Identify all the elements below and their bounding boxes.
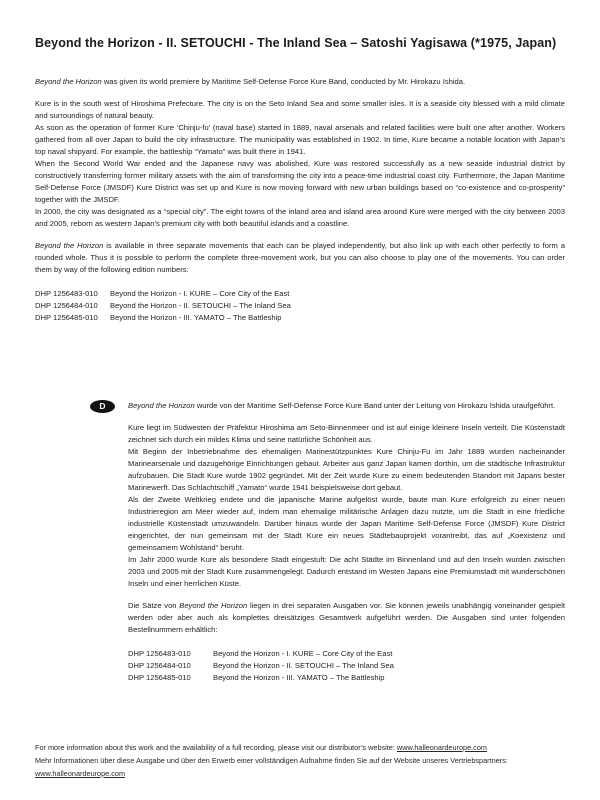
english-editions-list	[35, 288, 565, 324]
footer-line-de	[35, 754, 565, 780]
paragraph: Kure is in the south west of Hiroshima Prefecture. The city is on the Seto Inland Sea and some smaller isles. It is a seaside city blessed with a mild climate and surroundings of natural beauty.	[35, 99, 565, 120]
german-editions-list	[128, 648, 565, 684]
edition-title: Beyond the Horizon - II. SETOUCHI – The Inland Sea	[110, 301, 291, 310]
german-language-badge: D	[90, 400, 115, 413]
edition-row	[128, 660, 565, 672]
edition-number: DHP 1256485-010	[128, 673, 191, 682]
edition-number: DHP 1256484-010	[128, 661, 191, 670]
edition-title: Beyond the Horizon - I. KURE – Core City of the East	[213, 649, 393, 658]
paragraph: Mit Beginn der Inbetriebnahme des ehemaligen Marinestützpunktes Kure Chinju-Fu im Jahr 1889 wurden nacheinander Marinearsenale und dazugehörige Einrichtungen gebaut. Arbeiter aus ganz Japan kamen dorthin, um die städtische Infrastruktur aufzubauen. Die Stadt Kure wurde 1902 gegründet. Mit der Zeit wurde Kure zu einem bedeutenden Standort mit Japans bester Marinewerft. Das Schlachtschiff „Yamato“ wurde 1941 beispielsweise dort gebaut.	[128, 447, 565, 492]
footer	[35, 741, 565, 780]
edition-number: DHP 1256483-010	[35, 289, 98, 298]
premiere-text: was given its world premiere by Maritime Self-Defense Force Kure Band, conducted by Mr. Hirokazu Ishida.	[101, 77, 466, 86]
edition-row	[35, 288, 565, 300]
german-section	[90, 400, 565, 684]
edition-title: Beyond the Horizon - II. SETOUCHI – The Inland Sea	[213, 661, 394, 670]
work-title-italic: Beyond the Horizon	[35, 241, 104, 250]
page-title: Beyond the Horizon - II. SETOUCHI - The Inland Sea – Satoshi Yagisawa (*1975, Japan)	[35, 36, 557, 50]
paragraph: Kure liegt im Südwesten der Präfektur Hiroshima am Seto-Binnenmeer und ist auf einige kleinere Inseln verteilt. Die Küstenstadt zeichnet sich durch ein mildes Klima und seine natürliche Schönheit aus.	[128, 423, 565, 444]
premiere-text: wurde von der Maritime Self-Defense Force Kure Band unter der Leitung von Hirokazu Ishida uraufgeführt.	[194, 401, 556, 410]
edition-row	[35, 312, 565, 324]
paragraph: As soon as the operation of former Kure ‘Chinju-fu’ (naval base) started in 1889, naval arsenals and related facilities were built one after another. Workers gathered from all over Japan to build the city infrastructure. The municipality was established in 1902. In time, Kure became a notable location with Japan’s top naval shipyard. For example, the battleship “Yamato” was built there in 1941.	[35, 123, 565, 156]
german-premiere-line	[128, 400, 565, 412]
edition-row	[35, 300, 565, 312]
edition-title: Beyond the Horizon - III. YAMATO – The Battleship	[110, 313, 282, 322]
distributor-link-de[interactable]: www.halleonardeurope.com	[35, 769, 126, 778]
english-section	[35, 76, 565, 324]
edition-title: Beyond the Horizon - I. KURE – Core City of the East	[110, 289, 290, 298]
edition-number: DHP 1256483-010	[128, 649, 191, 658]
intro-post: liegen in drei separaten Ausgaben vor. Sie können jeweils unabhängig voneinander gespielt werden oder aber auch als komplettes dreisätziges Gesamtwerk aufgeführt werden. Die Ausgaben sind unter folgenden Bestellnummern erhältlich:	[128, 601, 565, 634]
footer-line-en	[35, 741, 565, 754]
work-title-italic: Beyond the Horizon	[35, 77, 102, 86]
work-title-italic: Beyond the Horizon	[128, 401, 195, 410]
paragraph: When the Second World War ended and the Japanese navy was abolished, Kure was restored successfully as a new seaside industrial district by constructively transferring former military assets with the aim of transforming the city into a peace-time industrial coast city. Furthermore, the Japan Maritime Self-Defense Force (JMSDF) Kure District was set up and Kure is now moving forward with new urban buildings based on “co-existence and co-prosperity” together with the JMSDF.	[35, 159, 565, 204]
english-premiere-line	[35, 76, 565, 88]
intro-post: is available in three separate movements that each can be played independently, but also link up with each other perfectly to form a rounded whole. Thus it is possible to perform the complete three-movement work, but you can also choose to play one of the movements. You can order them by way of the following edition numbers:	[35, 241, 566, 274]
footer-text-de: Mehr Informationen über diese Ausgabe und über den Erwerb einer vollständigen Aufnahme finden Sie auf der Website unseres Vertriebspartners:	[35, 756, 508, 765]
edition-row	[128, 672, 565, 684]
edition-row	[128, 648, 565, 660]
paragraph: Im Jahr 2000 wurde Kure als besondere Stadt eingestuft: Die acht Städte im Binnenland und auf den Inseln wurden zwischen 2003 und 2005 mit der Stadt Kure zusammengelegt. Dadurch entstand im Westen Japans eine Premiumstadt mit wunderschönen Inseln und einer herrlichen Küste.	[128, 555, 565, 588]
edition-number: DHP 1256484-010	[35, 301, 98, 310]
footer-text-en: For more information about this work and the availability of a full recording, please visit our distributor’s website:	[35, 743, 397, 752]
edition-number: DHP 1256485-010	[35, 313, 98, 322]
german-content	[128, 400, 565, 684]
paragraph: In 2000, the city was designated as a “special city”. The eight towns of the inland area and island area around Kure were merged with the city between 2003 and 2005, reborn as western Japan’s premium city with both beautiful islands and a coastline.	[35, 207, 565, 228]
intro-pre: Die Sätze von	[128, 601, 180, 610]
distributor-link-en[interactable]: www.halleonardeurope.com	[396, 743, 487, 752]
edition-title: Beyond the Horizon - III. YAMATO – The Battleship	[213, 673, 385, 682]
english-editions-intro	[35, 240, 565, 276]
work-title-italic: Beyond the Horizon	[179, 601, 248, 610]
english-paragraphs	[35, 98, 565, 230]
german-paragraphs	[128, 422, 565, 590]
paragraph: Als der Zweite Weltkrieg endete und die japanische Marine aufgelöst wurde, baute man Kure erfolgreich zu einer neuen Industrieregion am Meer wieder auf, indem man ehemalige militärische Anlagen dazu nutzte, um die Stadt in eine friedliche industrielle Küstenstadt umzuwandeln. Darüber hinaus wurde der Japan Maritime Self-Defense Force (JMSDF) Kure District eingerichtet, der nun gemeinsam mit der Stadt Kure ein neues Städtebauprojekt vorantreibt, das auf „Koexistenz und gemeinsamem Wohlstand“ beruht.	[128, 495, 565, 552]
german-editions-intro	[128, 600, 565, 636]
